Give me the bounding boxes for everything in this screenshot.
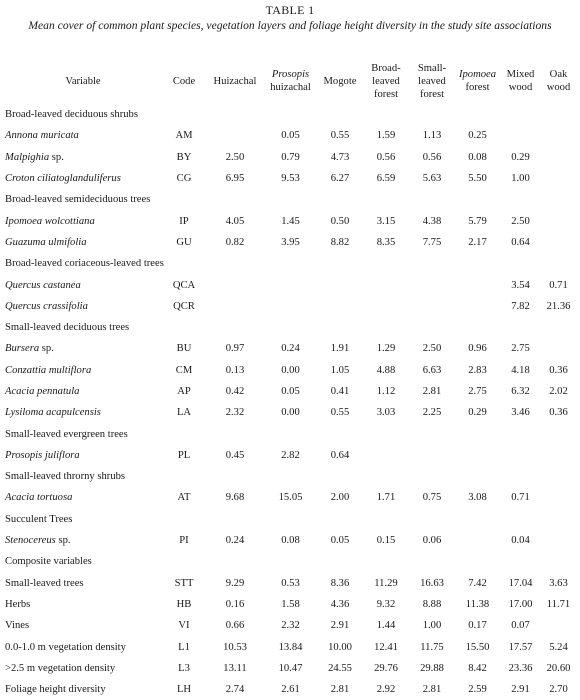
table-row	[4, 636, 576, 657]
value-cell: 6.27	[330, 173, 350, 185]
value-cell: 2.00	[330, 492, 350, 504]
value-cell: 3.95	[281, 236, 300, 248]
value-cell	[541, 445, 576, 466]
code-cell: QCA	[172, 279, 196, 291]
value-cell: 9.53	[281, 173, 300, 185]
header-code: Code	[172, 75, 196, 87]
value-cell: 1.05	[330, 364, 350, 376]
value-cell: 4.38	[422, 215, 442, 227]
value-cell: 2.70	[549, 684, 568, 696]
value-cell: 1.13	[422, 130, 442, 142]
value-cell: 0.36	[549, 364, 568, 376]
value-cell: 0.42	[225, 386, 245, 397]
value-cell: 29.76	[374, 662, 398, 674]
variable-cell	[4, 658, 162, 679]
table-row	[4, 168, 576, 189]
value-cell: 0.71	[549, 279, 568, 291]
value-cell	[409, 296, 455, 317]
code-cell: CM	[175, 364, 193, 376]
value-cell: 1.00	[422, 620, 442, 632]
value-cell: 3.63	[549, 577, 568, 589]
group-label: Broad-leaved semideciduous trees	[5, 194, 151, 206]
value-cell: 0.06	[422, 535, 442, 547]
table-header	[4, 58, 576, 104]
variable-name: Prosopis juliflora	[5, 449, 80, 461]
value-cell: 5.79	[468, 215, 487, 227]
value-cell	[500, 445, 541, 466]
value-cell: 3.15	[376, 215, 396, 227]
value-cell	[541, 147, 576, 168]
header-huizachal: Huizachal	[213, 75, 257, 87]
value-cell	[409, 274, 455, 295]
value-cell	[541, 615, 576, 636]
value-cell	[264, 296, 317, 317]
group-header-row	[4, 423, 576, 444]
value-cell	[541, 232, 576, 253]
value-cell: 1.12	[376, 386, 396, 397]
value-cell	[541, 530, 576, 551]
value-cell: 0.41	[330, 386, 350, 397]
variable-cell	[4, 274, 162, 295]
value-cell: 0.13	[225, 364, 245, 376]
value-cell: 2.50	[511, 215, 530, 227]
value-cell: 0.75	[422, 492, 442, 504]
value-cell: 0.25	[468, 130, 487, 142]
table-row	[4, 274, 576, 295]
code-cell: L1	[178, 641, 190, 653]
value-cell: 24.55	[328, 662, 352, 674]
variable-name: Acacia pennatula	[5, 386, 80, 397]
value-cell: 2.81	[422, 386, 442, 397]
variable-name: Guazuma ulmifolia	[5, 236, 87, 248]
variable-name: Croton ciliatoglanduliferus	[5, 173, 121, 185]
value-cell: 0.08	[468, 151, 487, 163]
variable-name: Bursera	[5, 343, 40, 355]
group-label: Broad-leaved deciduous shrubs	[5, 109, 138, 121]
code-cell: AT	[177, 492, 191, 504]
variable-name: Acacia tortuosa	[5, 492, 73, 504]
variable-cell	[4, 296, 162, 317]
variable-cell	[4, 338, 162, 359]
header-broad-leaved-forest: Broad- leaved forest	[371, 62, 401, 100]
variable-suffix: sp.	[49, 151, 64, 163]
value-cell	[541, 338, 576, 359]
variable-name: Herbs	[5, 598, 31, 610]
value-cell: 0.08	[281, 535, 300, 547]
table-title: TABLE 1	[265, 3, 315, 17]
group-label: Composite variables	[5, 556, 92, 568]
value-cell: 0.07	[511, 620, 530, 632]
variable-cell	[4, 402, 162, 423]
variable-name: Stenocereus	[5, 535, 56, 547]
value-cell: 2.32	[281, 620, 300, 632]
variable-cell	[4, 615, 162, 636]
value-cell: 11.29	[374, 577, 398, 589]
table-row	[4, 658, 576, 679]
header-oak-wood: Oak wood	[546, 69, 571, 93]
value-cell: 0.15	[376, 535, 396, 547]
table-row	[4, 338, 576, 359]
variable-cell	[4, 594, 162, 615]
value-cell: 0.29	[468, 407, 487, 419]
value-cell: 5.24	[549, 641, 568, 653]
code-cell: L3	[178, 662, 190, 674]
code-cell: STT	[174, 577, 194, 589]
code-cell: PL	[177, 449, 191, 461]
table-row	[4, 147, 576, 168]
value-cell: 6.59	[376, 173, 396, 185]
value-cell	[455, 274, 500, 295]
value-cell: 2.91	[330, 620, 350, 632]
variable-cell	[4, 487, 162, 508]
value-cell: 0.55	[330, 130, 350, 142]
value-cell: 12.41	[374, 641, 398, 653]
value-cell: 1.00	[511, 173, 530, 185]
value-cell: 2.59	[468, 684, 487, 696]
value-cell: 9.68	[225, 492, 245, 504]
value-cell: 0.82	[225, 236, 245, 248]
value-cell	[500, 125, 541, 146]
header-mixed-wood: Mixed wood	[506, 69, 535, 93]
value-cell: 0.55	[330, 407, 350, 419]
value-cell: 7.75	[422, 236, 442, 248]
value-cell: 0.05	[281, 386, 300, 397]
value-cell: 0.05	[281, 130, 300, 142]
value-cell: 10.00	[328, 641, 352, 653]
value-cell: 0.24	[225, 535, 245, 547]
group-header-row	[4, 509, 576, 530]
value-cell: 0.24	[281, 343, 300, 355]
value-cell: 8.82	[330, 236, 350, 248]
code-cell: GU	[176, 236, 192, 248]
value-cell: 0.16	[225, 598, 245, 610]
value-cell: 1.58	[281, 598, 300, 610]
variable-name: Small-leaved trees	[5, 577, 84, 589]
value-cell: 29.88	[420, 662, 444, 674]
value-cell: 1.45	[281, 215, 300, 227]
value-cell: 2.81	[330, 684, 350, 696]
value-cell: 0.71	[511, 492, 530, 504]
variable-name: Malpighia	[5, 151, 50, 163]
value-cell: 6.32	[511, 386, 530, 397]
value-cell: 2.17	[468, 236, 487, 248]
value-cell	[455, 296, 500, 317]
value-cell: 4.18	[511, 364, 530, 376]
value-cell: 0.00	[281, 364, 300, 376]
value-cell: 15.50	[465, 641, 490, 653]
header-row	[4, 58, 576, 104]
value-cell: 7.42	[468, 577, 487, 589]
table-row	[4, 615, 576, 636]
value-cell: 0.04	[511, 535, 530, 547]
value-cell	[206, 296, 264, 317]
code-cell: HB	[176, 598, 192, 610]
variable-name: Quercus crassifolia	[5, 300, 88, 312]
value-cell: 8.36	[330, 577, 350, 589]
code-cell: QCR	[173, 300, 195, 312]
variable-name: Annona muricata	[5, 130, 79, 142]
group-header-row	[4, 466, 576, 487]
group-label: Broad-leaved coriaceous-leaved trees	[5, 258, 164, 270]
value-cell: 8.88	[422, 598, 442, 610]
value-cell	[317, 296, 363, 317]
code-cell: BU	[176, 343, 192, 355]
value-cell	[455, 445, 500, 466]
value-cell: 1.91	[330, 343, 350, 355]
value-cell	[455, 530, 500, 551]
value-cell: 2.91	[511, 684, 530, 696]
value-cell: 2.50	[422, 343, 442, 355]
table-row	[4, 530, 576, 551]
variable-cell	[4, 636, 162, 657]
value-cell: 7.82	[511, 300, 530, 312]
value-cell: 0.29	[511, 151, 530, 163]
value-cell: 9.29	[225, 577, 245, 589]
value-cell: 1.29	[376, 343, 396, 355]
value-cell	[206, 274, 264, 295]
code-cell: LA	[176, 407, 192, 419]
value-cell: 17.57	[508, 641, 533, 653]
value-cell: 4.88	[376, 364, 396, 376]
group-label: Small-leaved evergreen trees	[5, 428, 128, 440]
value-cell: 17.00	[508, 598, 533, 610]
value-cell: 2.25	[422, 407, 442, 419]
value-cell: 2.83	[468, 364, 487, 376]
value-cell: 0.50	[330, 215, 350, 227]
value-cell: 6.63	[422, 364, 442, 376]
variable-name: Foliage height diversity	[5, 684, 106, 696]
value-cell: 23.36	[508, 662, 533, 674]
group-label: Small-leaved throrny shrubs	[5, 471, 126, 483]
variable-cell	[4, 530, 162, 551]
variable-name: Conzattia multiflora	[5, 364, 92, 376]
value-cell: 3.08	[468, 492, 487, 504]
value-cell	[541, 210, 576, 231]
value-cell: 2.02	[549, 386, 568, 397]
value-cell: 13.11	[223, 662, 247, 674]
value-cell: 21.36	[546, 300, 571, 312]
variable-name: >2.5 m vegetation density	[5, 662, 116, 674]
value-cell: 6.95	[225, 173, 245, 185]
table-caption: Mean cover of common plant species, vegetation layers and foliage height diversity in the study site associations	[28, 19, 552, 32]
table-row	[4, 232, 576, 253]
value-cell: 8.42	[468, 662, 487, 674]
variable-name: Quercus castanea	[5, 279, 81, 291]
value-cell: 2.50	[225, 151, 245, 163]
table-row	[4, 296, 576, 317]
value-cell: 11.71	[546, 598, 571, 610]
variable-cell	[4, 210, 162, 231]
table-row	[4, 402, 576, 423]
value-cell: 0.05	[330, 535, 350, 547]
group-header-row	[4, 104, 576, 125]
value-cell: 2.92	[376, 684, 396, 696]
group-header-row	[4, 317, 576, 338]
value-cell: 2.82	[281, 449, 300, 461]
code-cell: VI	[178, 620, 190, 632]
table-row	[4, 210, 576, 231]
code-cell: CG	[176, 173, 192, 185]
value-cell: 4.73	[330, 151, 350, 163]
value-cell: 0.53	[281, 577, 300, 589]
value-cell: 20.60	[546, 662, 571, 674]
value-cell: 1.71	[376, 492, 396, 504]
value-cell: 1.44	[376, 620, 396, 632]
value-cell: 2.75	[468, 386, 487, 397]
table-row	[4, 594, 576, 615]
code-cell: LH	[176, 684, 192, 696]
value-cell: 0.96	[468, 343, 487, 355]
value-cell: 1.59	[376, 130, 396, 142]
value-cell	[409, 445, 455, 466]
value-cell: 0.45	[225, 449, 245, 461]
code-cell: IP	[179, 215, 189, 227]
variable-cell	[4, 232, 162, 253]
code-cell: PI	[179, 535, 189, 547]
value-cell	[206, 125, 264, 146]
group-header-row	[4, 253, 576, 274]
variable-cell	[4, 381, 162, 402]
code-cell: BY	[176, 151, 192, 163]
value-cell: 0.36	[549, 407, 568, 419]
value-cell: 0.64	[511, 236, 530, 248]
value-cell: 16.63	[420, 577, 444, 589]
value-cell: 0.66	[225, 620, 245, 632]
header-prosopis-huizachal: Prosopis huizachal	[270, 69, 311, 93]
value-cell: 0.79	[281, 151, 300, 163]
table-row	[4, 487, 576, 508]
variable-name: Lysiloma acapulcensis	[5, 407, 101, 419]
value-cell: 0.17	[468, 620, 487, 632]
value-cell: 3.03	[376, 407, 396, 419]
code-cell: AP	[177, 386, 191, 397]
variable-suffix: sp.	[39, 343, 54, 355]
variable-cell	[4, 445, 162, 466]
value-cell: 10.47	[278, 662, 303, 674]
value-cell: 0.97	[225, 343, 245, 355]
value-cell: 0.56	[422, 151, 442, 163]
variable-cell	[4, 168, 162, 189]
table-row	[4, 445, 576, 466]
value-cell: 2.32	[225, 407, 245, 419]
group-label: Succulent Trees	[5, 513, 73, 525]
value-cell: 9.32	[376, 598, 396, 610]
variable-cell	[4, 573, 162, 594]
table-row	[4, 125, 576, 146]
table-row	[4, 381, 576, 402]
value-cell	[541, 125, 576, 146]
value-cell	[363, 274, 409, 295]
variable-name: 0.0-1.0 m vegetation density	[5, 641, 126, 653]
value-cell: 13.84	[278, 641, 303, 653]
value-cell: 0.64	[330, 449, 350, 461]
value-cell: 4.05	[225, 215, 245, 227]
value-cell: 0.56	[376, 151, 396, 163]
group-label: Small-leaved deciduous trees	[5, 322, 130, 334]
value-cell: 11.75	[420, 641, 444, 653]
value-cell: 5.50	[468, 173, 487, 185]
table-body	[4, 104, 576, 700]
table-row	[4, 573, 576, 594]
value-cell: 17.04	[508, 577, 533, 589]
value-cell	[541, 487, 576, 508]
value-cell: 2.75	[511, 343, 530, 355]
variable-suffix: sp.	[55, 535, 71, 547]
code-cell: AM	[175, 130, 193, 142]
value-cell: 0.00	[281, 407, 300, 419]
header-mogote: Mogote	[323, 75, 357, 87]
value-cell: 5.63	[422, 173, 442, 185]
header-variable: Variable	[65, 75, 101, 87]
table-row	[4, 360, 576, 381]
value-cell: 11.38	[465, 598, 490, 610]
value-cell	[363, 296, 409, 317]
value-cell: 3.46	[511, 407, 530, 419]
group-header-row	[4, 551, 576, 572]
variable-name: Vines	[5, 620, 30, 632]
data-table	[4, 58, 576, 700]
value-cell: 2.74	[225, 684, 245, 696]
variable-cell	[4, 125, 162, 146]
value-cell: 15.05	[278, 492, 303, 504]
value-cell: 2.61	[281, 684, 300, 696]
value-cell	[264, 274, 317, 295]
value-cell	[541, 168, 576, 189]
value-cell: 10.53	[223, 641, 247, 653]
value-cell: 2.81	[422, 684, 442, 696]
variable-cell	[4, 360, 162, 381]
variable-cell	[4, 147, 162, 168]
value-cell	[317, 274, 363, 295]
header-small-leaved-forest: Small- leaved forest	[417, 62, 447, 100]
header-ipomoea-forest: Ipomoea forest	[458, 69, 497, 93]
variable-name: Ipomoea wolcottiana	[5, 215, 95, 227]
group-header-row	[4, 189, 576, 210]
value-cell: 4.36	[330, 598, 350, 610]
value-cell: 3.54	[511, 279, 530, 291]
value-cell: 8.35	[376, 236, 396, 248]
value-cell	[363, 445, 409, 466]
